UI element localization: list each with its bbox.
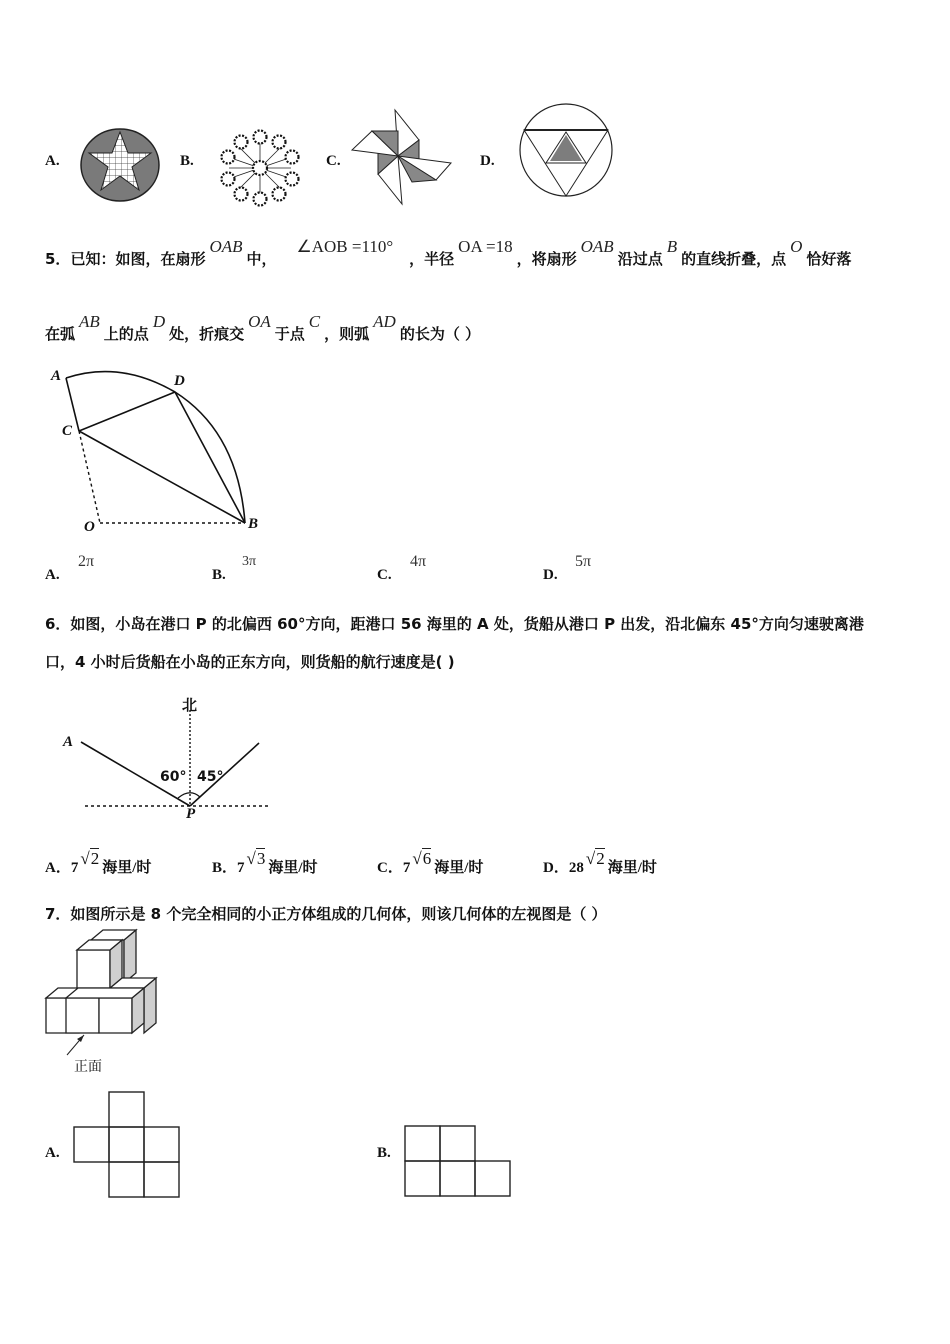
q5-math: OA: [248, 312, 271, 331]
q5-text: 在弧: [45, 325, 76, 343]
front-label: 正面: [74, 1059, 102, 1075]
q6-option-c: [377, 849, 484, 877]
q5-option-b-label: B.: [212, 567, 226, 583]
radicand: 6: [422, 849, 432, 868]
option-coef: 7: [237, 860, 245, 876]
q4-option-d-label: D.: [480, 153, 495, 169]
q5-line2: [45, 312, 481, 344]
q4-option-a-label: A.: [45, 153, 60, 169]
q5-option-d-label: D.: [543, 567, 558, 583]
sqrt-symbol: √2: [80, 849, 100, 868]
q5-text: 的直线折叠，点: [681, 250, 787, 268]
q5-math: OAB: [580, 237, 614, 256]
q5-text: 已知：如图，在扇形: [70, 250, 206, 268]
sqrt-symbol: √3: [246, 849, 266, 868]
radicand: 3: [256, 849, 266, 868]
q7-text: 7．如图所示是 8 个完全相同的小正方体组成的几何体，则该几何体的左视图是（ ）: [45, 905, 607, 923]
q5-math-radius: OA =18: [458, 237, 513, 256]
q5-text: 沿过点: [617, 250, 663, 268]
q5-math: AD: [373, 312, 396, 331]
north-label: 北: [182, 696, 198, 714]
option-letter: B．: [212, 860, 238, 876]
q5-line1: [45, 237, 852, 269]
sqrt-symbol: √2: [585, 849, 605, 868]
q7-option-b-label: B.: [377, 1145, 391, 1161]
point-label-o: O: [84, 519, 95, 535]
q5-math-angle: ∠AOB =110°: [296, 237, 394, 256]
q5-text: ，将扇形: [516, 250, 577, 268]
q5-text: 于点: [274, 325, 305, 343]
sqrt-symbol: √6: [412, 849, 432, 868]
ring-of-balls-figure: [218, 130, 302, 206]
star-in-circle-figure: [80, 128, 162, 202]
q5-option-a-label: A.: [45, 567, 60, 583]
triangles-in-circle-figure: [518, 102, 614, 198]
option-letter: D．: [543, 860, 569, 876]
point-label-p: P: [186, 806, 196, 822]
q6-option-d: [543, 849, 657, 877]
option-letter: A．: [45, 860, 71, 876]
q5-math: C: [308, 312, 321, 331]
option-coef: 28: [568, 860, 584, 876]
radicand: 2: [596, 849, 605, 868]
q5-math: OAB: [209, 237, 243, 256]
q5-number: 5．: [45, 250, 71, 268]
angle-45-label: 45°: [197, 769, 224, 785]
q6-line2: 口，4 小时后货船在小岛的正东方向，则货船的航行速度是( ): [45, 653, 455, 671]
q5-option-d-value: 5π: [575, 553, 592, 570]
q7-option-a-view: [74, 1092, 184, 1202]
q5-text: ，半径: [409, 250, 455, 268]
q4-option-c-label: C.: [326, 153, 341, 169]
point-label-a: A: [63, 734, 74, 750]
point-label-c: C: [62, 423, 73, 439]
option-unit: 海里/时: [434, 860, 484, 876]
q5-math: D: [152, 312, 166, 331]
q5-text: 的长为（ ）: [399, 325, 481, 343]
q5-math: O: [790, 237, 803, 256]
q5-math: AB: [79, 312, 100, 331]
q5-math: B: [666, 237, 678, 256]
option-unit: 海里/时: [102, 860, 152, 876]
option-letter: C．: [377, 860, 403, 876]
q5-text: 恰好落: [806, 250, 852, 268]
option-unit: 海里/时: [268, 860, 318, 876]
point-label-a: A: [51, 368, 62, 384]
option-unit: 海里/时: [607, 860, 657, 876]
option-coef: 7: [70, 860, 79, 876]
q5-option-b-value: 3π: [242, 554, 257, 569]
q4-option-b-label: B.: [180, 153, 194, 169]
q6-option-a: [45, 849, 152, 877]
q6-option-b: [212, 849, 318, 877]
pinwheel-figure: [352, 108, 456, 206]
q5-text: 中，: [246, 250, 277, 268]
q7-option-b-view: [405, 1126, 515, 1201]
radicand: 2: [90, 849, 100, 868]
q7-option-a-label: A.: [45, 1145, 60, 1161]
q6-line1: 6．如图，小岛在港口 P 的北偏西 60°方向，距港口 56 海里的 A 处，货船从港口 P 出发，沿北偏东 45°方向匀速驶离港: [45, 615, 864, 633]
q5-option-c-label: C.: [377, 567, 392, 583]
q5-text: 上的点: [103, 325, 149, 343]
point-label-d: D: [174, 373, 185, 389]
angle-60-label: 60°: [160, 769, 187, 785]
option-coef: 7: [402, 860, 411, 876]
q5-option-a-value: 2π: [78, 553, 95, 570]
point-label-b: B: [248, 516, 259, 532]
q5-option-c-value: 4π: [410, 553, 427, 570]
q5-text: ，则弧: [324, 325, 370, 343]
q5-text: 处，折痕交: [169, 325, 245, 343]
